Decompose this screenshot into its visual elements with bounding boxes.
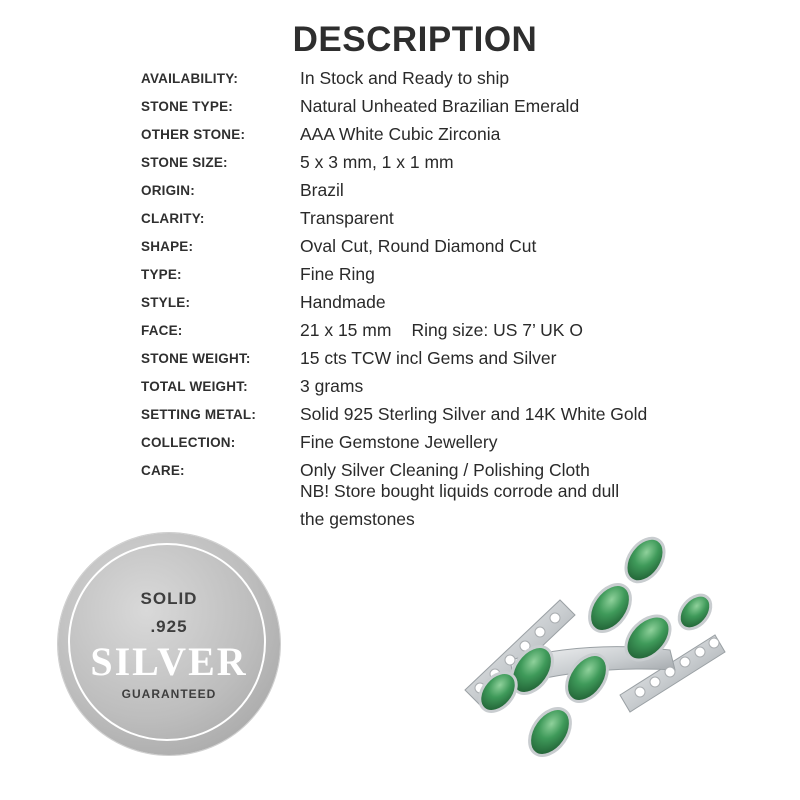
page-title: DESCRIPTION — [292, 20, 538, 59]
spec-value: Oval Cut, Round Diamond Cut — [300, 235, 537, 256]
spec-value: 3 grams — [300, 375, 364, 396]
spec-value: Brazil — [300, 179, 344, 200]
spec-row-availability — [141, 64, 761, 92]
face-size: 21 x 15 mm — [300, 319, 392, 340]
spec-label: COLLECTION: — [141, 434, 236, 450]
spec-label: SETTING METAL: — [141, 406, 257, 422]
spec-row-face — [141, 316, 761, 344]
spec-row-total-weight — [141, 372, 761, 400]
spec-row-shape — [141, 232, 761, 260]
spec-row-stone-type — [141, 92, 761, 120]
spec-label: STONE WEIGHT: — [141, 350, 251, 366]
seal-line-solid: SOLID — [140, 589, 198, 608]
spec-label: SHAPE: — [141, 238, 194, 254]
spec-value: Natural Unheated Brazilian Emerald — [300, 95, 580, 116]
care-note-line-2: the gemstones — [300, 509, 415, 529]
spec-row-type — [141, 260, 761, 288]
solid-silver-seal — [58, 533, 280, 755]
spec-row-care — [141, 456, 761, 484]
spec-value: Handmade — [300, 291, 386, 312]
spec-value: Only Silver Cleaning / Polishing Cloth — [300, 460, 590, 480]
spec-row-origin — [141, 176, 761, 204]
spec-value — [300, 320, 583, 341]
spec-value: 15 cts TCW incl Gems and Silver — [300, 347, 557, 368]
spec-label: ORIGIN: — [141, 182, 195, 198]
spec-label: OTHER STONE: — [141, 126, 246, 142]
spec-value: Fine Gemstone Jewellery — [300, 431, 498, 452]
spec-row-setting-metal — [141, 400, 761, 428]
seal-line-silver: SILVER — [90, 639, 248, 684]
spec-label: AVAILABILITY: — [141, 70, 239, 86]
spec-label: STYLE: — [141, 294, 191, 310]
spec-row-stone-weight — [141, 344, 761, 372]
spec-list — [141, 64, 761, 484]
spec-value: Fine Ring — [300, 263, 375, 284]
spec-label: CARE: — [141, 462, 185, 478]
spec-row-clarity — [141, 204, 761, 232]
spec-value: Solid 925 Sterling Silver and 14K White Gold — [300, 403, 648, 424]
spec-row-stone-size — [141, 148, 761, 176]
spec-value: 5 x 3 mm, 1 x 1 mm — [300, 151, 454, 172]
care-note-line-1: NB! Store bought liquids corrode and dull — [300, 481, 620, 501]
spec-label: STONE SIZE: — [141, 154, 228, 170]
spec-row-style — [141, 288, 761, 316]
spec-label: CLARITY: — [141, 210, 205, 226]
spec-label: TOTAL WEIGHT: — [141, 378, 248, 394]
spec-value: Transparent — [300, 207, 394, 228]
spec-value: AAA White Cubic Zirconia — [300, 123, 501, 144]
emerald-ring-image — [450, 520, 740, 790]
spec-label: TYPE: — [141, 266, 182, 282]
spec-label: FACE: — [141, 322, 183, 338]
spec-label: STONE TYPE: — [141, 98, 233, 114]
seal-line-925: .925 — [150, 617, 188, 636]
spec-value: In Stock and Ready to ship — [300, 67, 510, 88]
spec-row-collection — [141, 428, 761, 456]
ring-size: Ring size: US 7’ UK O — [411, 319, 583, 340]
spec-row-other-stone — [141, 120, 761, 148]
seal-line-guaranteed: GUARANTEED — [121, 687, 217, 701]
